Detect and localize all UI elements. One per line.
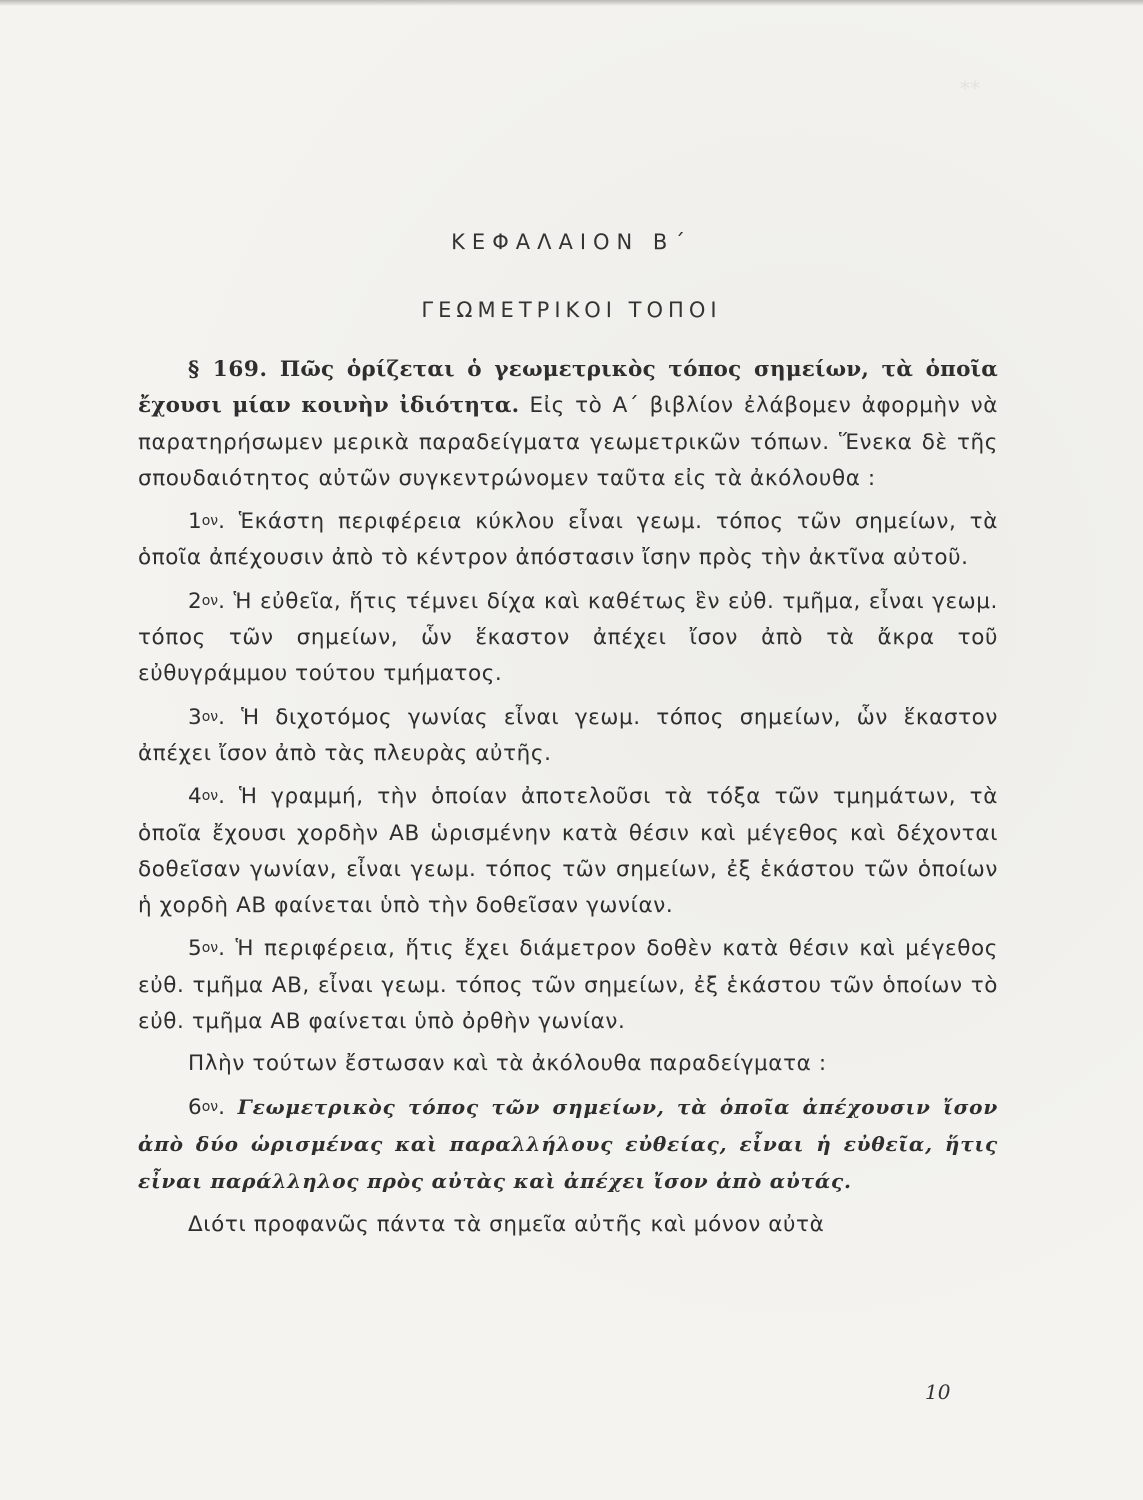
item-text: Ἡ γραμμή, τὴν ὁποίαν ἀποτελοῦσι τὰ τόξα τῶν τμημάτων, τὰ ὁποῖα ἔχουσι χορδὴν ΑΒ ὡρισμένην κατὰ θέσιν καὶ μέγεθος καὶ δέχονται δοθεῖσαν γωνίαν, εἶναι γεωμ. τόπος τῶν σημείων, ἐξ ἑκάστου τῶν ὁποίων ἡ χορδὴ ΑΒ φαίνεται ὑπὸ τὴν δοθεῖσαν γωνίαν. [138,784,998,919]
item-number: $5^{o\nu}$ [188,936,219,962]
item-number: $4^{o\nu}$ [188,784,219,810]
list-item-4: $4^{o\nu}$. Ἡ γραμμή, τὴν ὁποίαν ἀποτελοῦσι τὰ τόξα τῶν τμημάτων, τὰ ὁποῖα ἔχουσι χορδὴν ΑΒ ὡρισμένην κατὰ θέσιν καὶ μέγεθος καὶ δέχονται δοθεῖσαν γωνίαν, εἶναι γεωμ. τόπος τῶν σημείων, ἐξ ἑκάστου τῶν ὁποίων ἡ χορδὴ ΑΒ φαίνεται ὑπὸ τὴν δοθεῖσαν γωνίαν. [138,784,998,919]
list-item-3: $3^{o\nu}$. Ἡ διχοτόμος γωνίας εἶναι γεωμ. τόπος σημείων, ὧν ἕκαστον ἀπέχει ἴσον ἀπὸ τὰς πλευρὰς αὐτῆς. [138,704,998,766]
item-number: $3^{o\nu}$ [188,704,219,730]
section-number: § 169. [188,357,268,382]
item-number: $1^{o\nu}$ [188,509,219,535]
list-item-2: $2^{o\nu}$. Ἡ εὐθεῖα, ἥτις τέμνει δίχα καὶ καθέτως ἓν εὐθ. τμῆμα, εἶναι γεωμ. τόπος τῶν σημείων, ὧν ἕκαστον ἀπέχει ἴσον ἀπὸ τὰ ἄκρα τοῦ εὐθυγράμμου τούτου τμήματος. [138,588,998,687]
page-top-edge [0,0,1143,6]
paragraph-169 [138,352,998,497]
list-item-5: $5^{o\nu}$. Ἡ περιφέρεια, ἥτις ἔχει διάμετρον δοθὲν κατὰ θέσιν καὶ μέγεθος εὐθ. τμῆμα ΑΒ, εἶναι γεωμ. τόπος τῶν σημείων, ἐξ ἑκάστου τῶν ὁποίων τὸ εὐθ. τμῆμα ΑΒ φαίνεται ὑπὸ ὀρθὴν γωνίαν. [138,936,998,1035]
section-title: Πῶς ὁρίζεται ὁ γεωμετρικὸς τόπος σημείων, τὰ ὁποῖα ἔχουσι μίαν κοινὴν ἰδιότητα. [138,357,998,419]
item-text: Ἡ περιφέρεια, ἥτις ἔχει διάμετρον δοθὲν κατὰ θέσιν καὶ μέγεθος εὐθ. τμῆμα ΑΒ, εἶναι γεωμ. τόπος τῶν σημείων, ἐξ ἑκάστου τῶν ὁποίων τὸ εὐθ. τμῆμα ΑΒ φαίνεται ὑπὸ ὀρθὴν γωνίαν. [138,936,998,1035]
list-item-1: $1^{o\nu}$. Ἑκάστη περιφέρεια κύκλου εἶναι γεωμ. τόπος τῶν σημείων, τὰ ὁποῖα ἀπέχουσιν ἀπὸ τὸ κέντρον ἀπόστασιν ἴσην πρὸς τὴν ἀκτῖνα αὐτοῦ. [138,509,998,571]
page-number: 10 [925,1380,951,1404]
intro-more-examples: Πλὴν τούτων ἔστωσαν καὶ τὰ ἀκόλουθα παραδείγματα : [188,1051,827,1077]
item-text: Ἡ εὐθεῖα, ἥτις τέμνει δίχα καὶ καθέτως ἓν εὐθ. τμῆμα, εἶναι γεωμ. τόπος τῶν σημείων, ὧν ἕκαστον ἀπέχει ἴσον ἀπὸ τὰ ἄκρα τοῦ εὐθυγράμμου τούτου τμήματος. [138,588,998,687]
item-number: $2^{o\nu}$ [188,588,219,614]
section-heading: ΓΕΩΜΕΤΡΙΚΟΙ ΤΟΠΟΙ [421,298,722,322]
section-text: Εἰς τὸ Α΄ βιβλίον ἐλάβομεν ἀφορμὴν νὰ παρατηρήσωμεν μερικὰ παραδείγματα γεωμετρικῶν τόπων. Ἕνεκα δὲ τῆς σπουδαιότητος αὐτῶν συγκεντρώνομεν ταῦτα εἰς τὰ ἀκόλουθα : [138,393,998,491]
item-text: Ἑκάστη περιφέρεια κύκλου εἶναι γεωμ. τόπος τῶν σημείων, τὰ ὁποῖα ἀπέχουσιν ἀπὸ τὸ κέντρον ἀπόστασιν ἴσην πρὸς τὴν ἀκτῖνα αὐτοῦ. [138,509,998,571]
item-text: Γεωμετρικὸς τόπος τῶν σημείων, τὰ ὁποῖα ἀπέχουσιν ἴσον ἀπὸ δύο ὡρισμένας καὶ παραλλήλους εὐθείας, εἶναι ἡ εὐθεῖα, ἥτις εἶναι παράλληλος πρὸς αὐτὰς καὶ ἀπέχει ἴσον ἀπὸ αὐτάς. [138,1094,998,1194]
item-number: $6^{o\nu}$ [188,1094,219,1120]
bleed-through-mark: ⁎⁎ [960,70,980,94]
closing-text: Διότι προφανῶς πάντα τὰ σημεῖα αὐτῆς καὶ μόνον αὐτὰ [188,1211,825,1237]
body-text [138,352,998,1243]
list-item-6: $6^{o\nu}$. Γεωμετρικὸς τόπος τῶν σημείων, τὰ ὁποῖα ἀπέχουσιν ἴσον ἀπὸ δύο ὡρισμένας καὶ παραλλήλους εὐθείας, εἶναι ἡ εὐθεῖα, ἥτις εἶναι παράλληλος πρὸς αὐτὰς καὶ ἀπέχει ἴσον ἀπὸ αὐτάς. [138,1094,998,1194]
chapter-heading: ΚΕΦΑΛΑΙΟΝ Β΄ [451,230,692,254]
item-text: Ἡ διχοτόμος γωνίας εἶναι γεωμ. τόπος σημείων, ὧν ἕκαστον ἀπέχει ἴσον ἀπὸ τὰς πλευρὰς αὐτῆς. [138,704,998,766]
